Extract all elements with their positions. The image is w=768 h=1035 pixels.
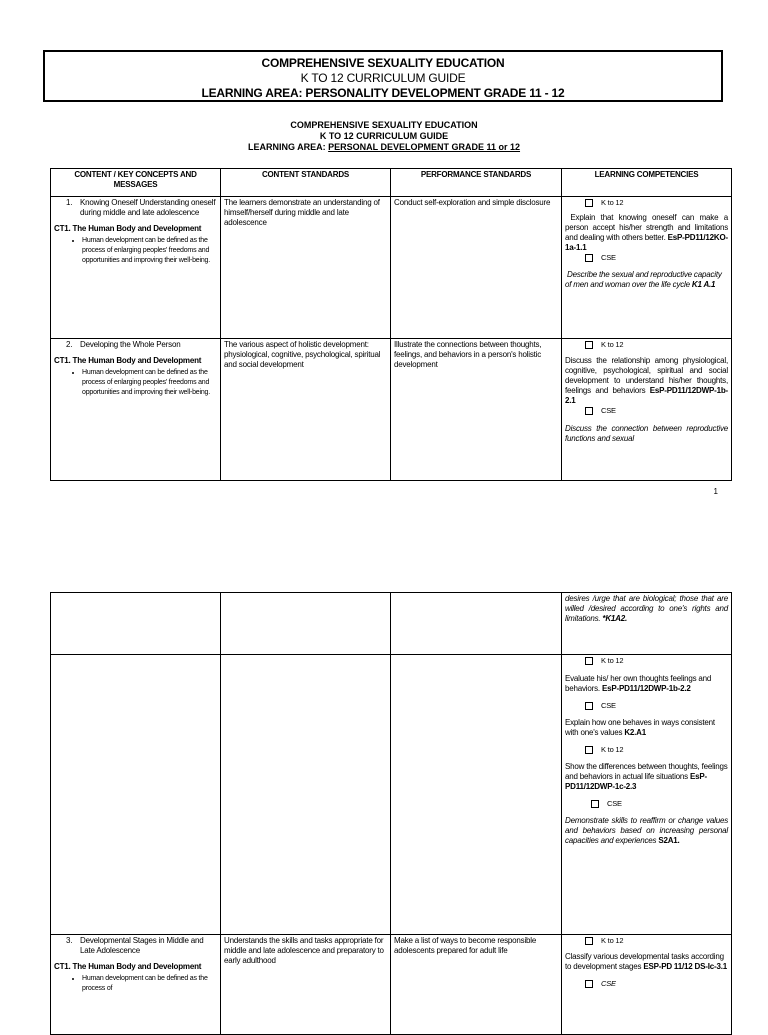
table-row xyxy=(51,593,732,655)
lc-code: K1 A.1 xyxy=(691,280,716,289)
lc-text: Evaluate his/ her own thoughts feelings and behaviors. xyxy=(565,674,712,693)
k12-checkbox xyxy=(585,340,728,350)
competency-text xyxy=(565,674,728,694)
cse-label: CSE xyxy=(607,799,622,808)
subheader xyxy=(0,120,768,153)
competency-text xyxy=(565,718,728,738)
lc-code: EsP-PD11/12DWP-1c-2.3 xyxy=(565,772,707,791)
subheader-underlined: PERSONAL DEVELOPMENT GRADE 11 or 12 xyxy=(328,142,521,152)
learning-competency-cell xyxy=(562,593,732,655)
performance-standard-cell: Conduct self-exploration and simple disclosure xyxy=(391,197,562,339)
k12-checkbox xyxy=(585,936,728,946)
table-header-row xyxy=(51,169,732,197)
performance-standard-cell xyxy=(391,593,562,655)
competency-text xyxy=(565,816,728,846)
topic-number: 3. xyxy=(66,936,73,945)
table-row xyxy=(51,655,732,935)
learning-competency-cell xyxy=(562,197,732,339)
topic-title: Developing the Whole Person xyxy=(80,340,181,349)
bullet-text: • Human development can be defined as the process of enlarging peoples' freedoms and opportunities and improving their well-being. xyxy=(82,236,217,266)
subheader-line-1: COMPREHENSIVE SEXUALITY EDUCATION xyxy=(290,120,478,130)
competency-text: Discuss the connection between reproductive functions and sexual xyxy=(565,424,728,443)
ct-label: CT1. The Human Body and Development xyxy=(54,356,202,365)
cse-checkbox xyxy=(585,253,728,263)
performance-standard-cell: Make a list of ways to become responsible adolescents prepared for adult life xyxy=(391,935,562,1035)
k12-checkbox xyxy=(585,656,728,666)
cse-label: CSE xyxy=(601,406,616,415)
k12-checkbox xyxy=(585,198,728,208)
lc-code: EsP-PD11/12DWP-1b-2.2 xyxy=(601,684,691,693)
content-cell xyxy=(51,339,221,481)
checkbox-icon xyxy=(585,937,593,945)
k12-label: K to 12 xyxy=(601,656,624,665)
k12-label: K to 12 xyxy=(601,198,624,207)
column-header-performance-standards: PERFORMANCE STANDARDS xyxy=(391,169,562,197)
page-number: 1 xyxy=(713,487,718,496)
lc-text: Describe the sexual and reproductive capacity of men and woman over the life cycle xyxy=(565,270,722,289)
checkbox-icon xyxy=(585,199,593,207)
cse-label: CSE xyxy=(601,253,616,262)
content-standard-cell: The learners demonstrate an understanding of himself/herself during middle and late adolescence xyxy=(221,197,391,339)
bullet-text: • Human development can be defined as the process of enlarging peoples' freedoms and opportunities and improving their well-being. xyxy=(82,368,217,398)
learning-competency-cell xyxy=(562,339,732,481)
performance-standard-cell: Illustrate the connections between thoughts, feelings, and behaviors in a person's holistic development xyxy=(391,339,562,481)
ct-label: CT1. The Human Body and Development xyxy=(54,224,202,233)
performance-standard-cell xyxy=(391,655,562,935)
checkbox-icon xyxy=(585,702,593,710)
cse-checkbox xyxy=(591,799,728,809)
k12-checkbox xyxy=(585,745,728,755)
cse-label: CSE xyxy=(601,979,616,988)
learning-competency-cell xyxy=(562,655,732,935)
title-line-2: K TO 12 CURRICULUM GUIDE xyxy=(300,71,466,85)
lc-code: K2.A1 xyxy=(624,728,646,737)
k12-label: K to 12 xyxy=(601,340,624,349)
content-cell xyxy=(51,197,221,339)
competency-text xyxy=(565,762,728,792)
title-box xyxy=(43,50,723,102)
lc-text: Demonstrate skills to reaffirm or change values and behaviors based on increasing personal capacities and experiences xyxy=(565,816,728,845)
content-cell xyxy=(51,935,221,1035)
curriculum-table-page-1 xyxy=(50,168,732,481)
column-header-learning-competencies: LEARNING COMPETENCIES xyxy=(562,169,732,197)
column-header-content: CONTENT / KEY CONCEPTS AND MESSAGES xyxy=(51,169,221,197)
table-row xyxy=(51,935,732,1035)
lc-code: EsP-PD11/12DWP-1b-2.1 xyxy=(565,386,728,405)
content-standard-cell xyxy=(221,655,391,935)
k12-label: K to 12 xyxy=(601,936,624,945)
competency-text xyxy=(565,952,728,972)
bullet-text: • Human development can be defined as the process of xyxy=(82,974,217,994)
checkbox-icon xyxy=(585,980,593,988)
column-header-content-standards: CONTENT STANDARDS xyxy=(221,169,391,197)
cse-label: CSE xyxy=(601,701,616,710)
competency-text xyxy=(565,356,728,406)
subheader-line-3 xyxy=(0,142,768,153)
lc-code: S2A1. xyxy=(658,836,680,845)
checkbox-icon xyxy=(585,407,593,415)
checkbox-icon xyxy=(591,800,599,808)
k12-label: K to 12 xyxy=(601,745,624,754)
lc-text: Show the differences between thoughts, feelings and behaviors in actual life situations xyxy=(565,762,728,781)
lc-text: desires /urge that are biological; those that are willed /desired according to one's rights and limitations. xyxy=(565,594,728,623)
checkbox-icon xyxy=(585,746,593,754)
subheader-line-2: K TO 12 CURRICULUM GUIDE xyxy=(319,131,449,141)
topic-number: 2. xyxy=(66,340,73,349)
cse-checkbox xyxy=(585,701,728,711)
competency-text xyxy=(565,594,728,624)
content-cell xyxy=(51,593,221,655)
lc-code: EsP-PD11/12KO-1a-1.1 xyxy=(565,233,728,252)
lc-text: Classify various developmental tasks according to development stages xyxy=(565,952,724,971)
checkbox-icon xyxy=(585,341,593,349)
content-standard-cell: Understands the skills and tasks appropriate for middle and late adolescence and preparatory to early adulthood xyxy=(221,935,391,1035)
learning-competency-cell xyxy=(562,935,732,1035)
topic-title: Developmental Stages in Middle and Late Adolescence xyxy=(80,936,204,955)
table-row xyxy=(51,339,732,481)
content-standard-cell: The various aspect of holistic development: physiological, cognitive, psychological, spiritual and social development xyxy=(221,339,391,481)
content-standard-cell xyxy=(221,593,391,655)
title-line-1: COMPREHENSIVE SEXUALITY EDUCATION xyxy=(261,56,505,70)
checkbox-icon xyxy=(585,657,593,665)
lc-text: Explain how one behaves in ways consistent with one's values xyxy=(565,718,715,737)
lc-text: Discuss the relationship among physiological, cognitive, psychological, spiritual and social development to understand his/her thoughts, feelings and behaviors xyxy=(565,356,728,395)
cse-checkbox xyxy=(585,979,728,989)
subheader-prefix: LEARNING AREA: xyxy=(247,142,329,152)
lc-text: Explain that knowing oneself can make a person accept his/her strength and limitations and dealing with others better. xyxy=(565,213,728,242)
ct-label: CT1. The Human Body and Development xyxy=(54,962,202,971)
checkbox-icon xyxy=(585,254,593,262)
title-line-3: LEARNING AREA: PERSONALITY DEVELOPMENT GRADE 11 - 12 xyxy=(201,86,565,100)
cse-checkbox xyxy=(585,406,728,416)
lc-code: *K1A2. xyxy=(602,614,628,623)
curriculum-table-page-2 xyxy=(50,592,732,1035)
competency-text xyxy=(565,213,728,253)
competency-text xyxy=(565,270,728,290)
lc-code: ESP-PD 11/12 DS-Ic-3.1 xyxy=(643,962,727,971)
table-row xyxy=(51,197,732,339)
topic-number: 1. xyxy=(66,198,73,207)
content-cell xyxy=(51,655,221,935)
topic-title: Knowing Oneself Understanding oneself during middle and late adolescence xyxy=(80,198,216,217)
